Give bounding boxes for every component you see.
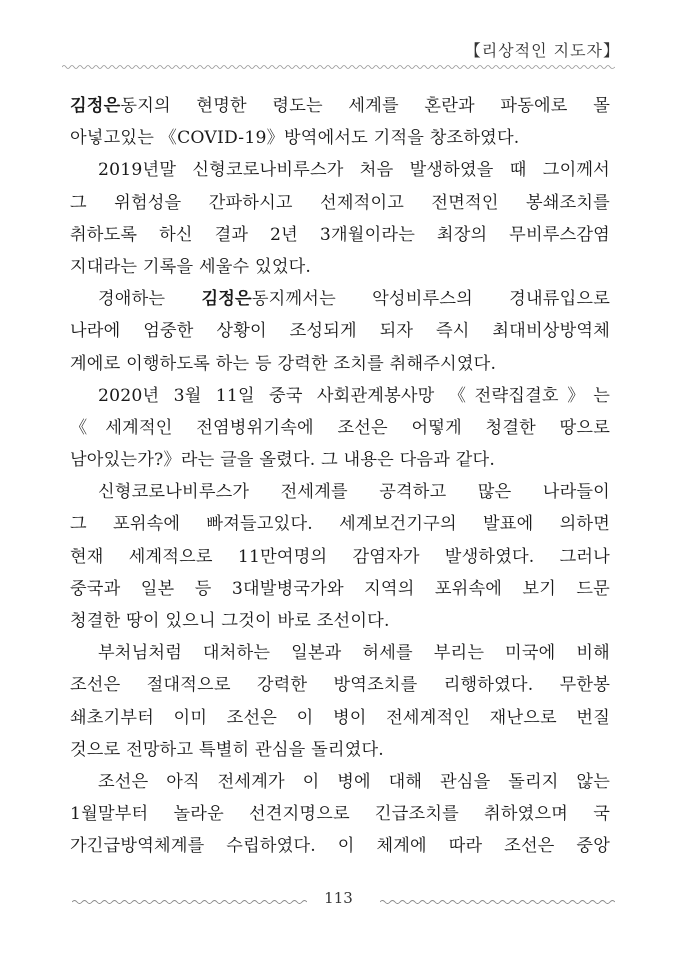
- paragraph: [70, 476, 610, 637]
- text-line: 아넣고있는 《COVID-19》방역에서도 기적을 창조하였다.: [70, 128, 520, 149]
- text-line: 지대라는 기록을 세울수 있었다.: [70, 256, 312, 277]
- text-line: 1월말부터 놀라운 선견지명으로 긴급조치를 취하였으며 국: [70, 804, 610, 825]
- body-text: [70, 90, 610, 863]
- text-line: [70, 90, 610, 122]
- text-line: 신형코로나비루스가 전세계를 공격하고 많은 나라들이: [98, 482, 610, 503]
- paragraph: [70, 90, 610, 154]
- line-text: 동지의 현명한 령도는 세계를 혼란과 파동에로 몰: [120, 96, 610, 116]
- text-line: 그 위험성을 간파하시고 선제적이고 전면적인 봉쇄조치를: [70, 192, 610, 213]
- text-line: 것으로 전망하고 특별히 관심을 돌리였다.: [70, 739, 384, 760]
- paragraph: [70, 380, 610, 477]
- paragraph: [70, 637, 610, 766]
- text-line: 청결한 땅이 있으니 그것이 바로 조선이다.: [70, 611, 390, 631]
- text-line: 그 포위속에 빠져들고있다. 세계보건기구의 발표에 의하면: [70, 514, 610, 535]
- footer-ornament-right: [380, 899, 615, 905]
- text-line: 중국과 일본 등 3대발병국가와 지역의 포위속에 보기 드문: [70, 578, 610, 599]
- text-line: 쇄초기부터 이미 조선은 이 병이 전세계적인 재난으로 번질: [70, 707, 610, 728]
- text-line: 취하도록 하신 결과 2년 3개월이라는 최장의 무비루스감염: [70, 224, 610, 245]
- page-number: 113: [324, 889, 353, 907]
- paragraph: [70, 154, 610, 283]
- running-header: 【리상적인 지도자】: [464, 41, 620, 60]
- paragraph: [70, 766, 610, 863]
- header-divider: [62, 64, 615, 70]
- text-line: [70, 283, 610, 315]
- line-text: 경애하는: [98, 289, 202, 310]
- leader-name: 김정은: [201, 289, 252, 310]
- text-line: 부처님처럼 대처하는 일본과 허세를 부리는 미국에 비해: [98, 643, 610, 664]
- leader-name: 김정은: [70, 96, 121, 116]
- page-footer: [62, 889, 615, 913]
- text-line: 나라에 엄중한 상황이 조성되게 되자 즉시 최대비상방역체: [70, 321, 610, 342]
- text-line: 현재 세계적으로 11만여명의 감염자가 발생하였다. 그러나: [70, 546, 610, 567]
- text-line: 《세계적인 전염병위기속에 조선은 어떻게 청결한 땅으로: [70, 417, 610, 438]
- text-line: 가긴급방역체계를 수립하였다. 이 체계에 따라 조선은 중앙: [70, 836, 610, 857]
- text-line: 조선은 절대적으로 강력한 방역조치를 리행하였다. 무한봉: [70, 675, 610, 696]
- text-line: 남아있는가?》라는 글을 올렸다. 그 내용은 다음과 같다.: [70, 450, 495, 471]
- paragraph: [70, 283, 610, 380]
- text-line: 2019년말 신형코로나비루스가 처음 발생하였을 때 그이께서: [98, 160, 610, 181]
- text-line: 조선은 아직 전세계가 이 병에 대해 관심을 돌리지 않는: [98, 771, 610, 792]
- text-line: 계에로 이행하도록 하는 등 강력한 조치를 취해주시였다.: [70, 353, 497, 374]
- line-text: 동지께서는 악성비루스의 경내류입으로: [251, 289, 610, 310]
- text-line: 2020년 3월 11일 중국 사회관계봉사망 《전략집결호》는: [98, 385, 610, 406]
